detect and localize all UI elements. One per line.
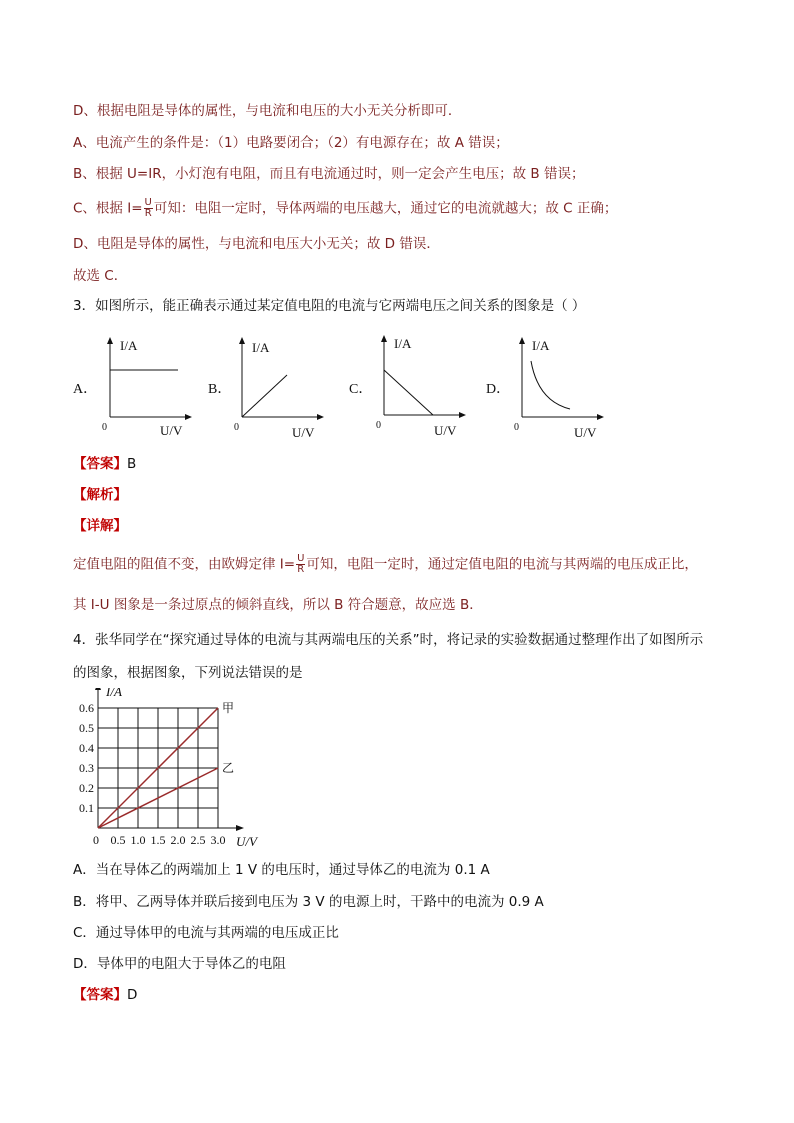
answer-3-value: B bbox=[127, 456, 137, 472]
answer-4 bbox=[73, 985, 137, 1005]
q3-option-b-label: B． bbox=[208, 382, 232, 397]
q3-graph-a bbox=[100, 335, 200, 440]
final-choice: 故选 C． bbox=[73, 268, 128, 284]
question-3: 3．如图所示，能正确表示通过某定值电阻的电流与它两端电压之间关系的图象是（ ） bbox=[73, 298, 586, 314]
explanation-line-c bbox=[73, 198, 617, 219]
x-axis-arrow bbox=[236, 825, 244, 831]
q3-a-origin: 0 bbox=[102, 422, 107, 433]
y-tick-label: 0.6 bbox=[79, 701, 94, 715]
q3-b-origin: 0 bbox=[234, 422, 239, 433]
q3-c-xlabel: U/V bbox=[434, 423, 457, 438]
q3-graph-b bbox=[232, 335, 332, 440]
explanation-line-b: B、根据 U=IR，小灯泡有电阻，而且有电流通过时，则一定会产生电压；故 B 错误； bbox=[73, 166, 585, 182]
x-tick-label: 3.0 bbox=[210, 833, 226, 847]
y-axis-arrow bbox=[95, 688, 101, 690]
explanation-3-prefix: 定值电阻的阻值不变，由欧姆定律 I= bbox=[73, 556, 296, 573]
fraction-denominator: R bbox=[144, 208, 152, 219]
x-tick-label: 2.0 bbox=[170, 833, 186, 847]
explanation-line-c-prefix: C、根据 I= bbox=[73, 200, 143, 217]
x-axis-label: U/V bbox=[236, 834, 257, 849]
y-tick-label: 0.1 bbox=[79, 801, 94, 815]
x-tick-label: 0 bbox=[93, 833, 99, 847]
q3-c-ylabel: I/A bbox=[394, 336, 412, 351]
q3-d-ylabel: I/A bbox=[532, 338, 550, 353]
y-tick-label: 0.4 bbox=[79, 741, 94, 755]
q4-option-d: D．导体甲的电阻大于导体乙的电阻 bbox=[73, 956, 286, 972]
q3-d-xlabel: U/V bbox=[574, 425, 597, 440]
q3-graph-d bbox=[512, 335, 612, 440]
q3-option-c-label: C． bbox=[349, 382, 373, 397]
q3-a-ylabel: I/A bbox=[120, 338, 138, 353]
answer-4-value: D bbox=[127, 987, 138, 1003]
analysis-tag: 【解析】 bbox=[73, 487, 127, 503]
fraction-numerator: U bbox=[144, 197, 152, 208]
q4-option-a: A．当在导体乙的两端加上 1 V 的电压时，通过导体乙的电流为 0.1 A bbox=[73, 862, 490, 878]
q3-d-origin: 0 bbox=[514, 422, 519, 433]
q3-graph-c bbox=[374, 333, 474, 438]
iu-chart bbox=[60, 688, 320, 856]
y-tick-label: 0.2 bbox=[79, 781, 94, 795]
y-tick-label: 0.3 bbox=[79, 761, 94, 775]
q4-option-c: C．通过导体甲的电流与其两端的电压成正比 bbox=[73, 925, 339, 941]
explanation-line-d: D、根据电阻是导体的属性，与电流和电压的大小无关分析即可． bbox=[73, 103, 462, 119]
y-axis-label: I/A bbox=[106, 688, 122, 699]
x-tick-label: 1.5 bbox=[150, 833, 166, 847]
x-tick-label: 1.0 bbox=[130, 833, 146, 847]
question-4-line-2: 的图象，根据图象，下列说法错误的是 bbox=[73, 665, 303, 681]
q3-option-a-label: A． bbox=[73, 382, 98, 397]
explanation-line-d2: D、电阻是导体的属性，与电流和电压大小无关；故 D 错误． bbox=[73, 236, 440, 252]
explanation-line-c-suffix: 可知：电阻一定时，导体两端的电压越大，通过它的电流就越大；故 C 正确； bbox=[153, 200, 618, 217]
detail-tag: 【详解】 bbox=[73, 518, 127, 534]
series-label-yi: 乙 bbox=[222, 761, 235, 775]
answer-3 bbox=[73, 454, 136, 474]
fraction-numerator: U bbox=[297, 553, 305, 564]
explanation-3-suffix: 可知，电阻一定时，通过定值电阻的电流与其两端的电压成正比， bbox=[306, 556, 698, 573]
ohm-fraction-2 bbox=[296, 554, 305, 575]
ohm-fraction bbox=[144, 198, 153, 219]
fraction-denominator: R bbox=[297, 564, 305, 575]
q3-option-d-label: D． bbox=[486, 382, 511, 397]
answer-4-tag: 【答案】 bbox=[73, 987, 127, 1003]
question-4-line-1: 4．张华同学在“探究通过导体的电流与其两端电压的关系”时，将记录的实验数据通过整理作出了如图所示 bbox=[73, 632, 704, 648]
q3-a-xlabel: U/V bbox=[160, 423, 183, 438]
q4-option-b: B．将甲、乙两导体并联后接到电压为 3 V 的电源上时，干路中的电流为 0.9 A bbox=[73, 894, 544, 910]
explanation-line-a: A、电流产生的条件是：（1）电路要闭合；（2）有电源存在；故 A 错误； bbox=[73, 135, 509, 151]
x-tick-label: 0.5 bbox=[110, 833, 126, 847]
explanation-3-line-1 bbox=[73, 554, 698, 575]
q3-c-origin: 0 bbox=[376, 420, 381, 431]
q3-b-xlabel: U/V bbox=[292, 425, 315, 440]
series-label-jia: 甲 bbox=[222, 701, 235, 715]
explanation-3-line-2: 其 I-U 图象是一条过原点的倾斜直线，所以 B 符合题意，故应选 B． bbox=[73, 597, 483, 613]
y-tick-label: 0.5 bbox=[79, 721, 94, 735]
answer-3-tag: 【答案】 bbox=[73, 456, 127, 472]
q3-b-ylabel: I/A bbox=[252, 340, 270, 355]
x-tick-label: 2.5 bbox=[190, 833, 206, 847]
